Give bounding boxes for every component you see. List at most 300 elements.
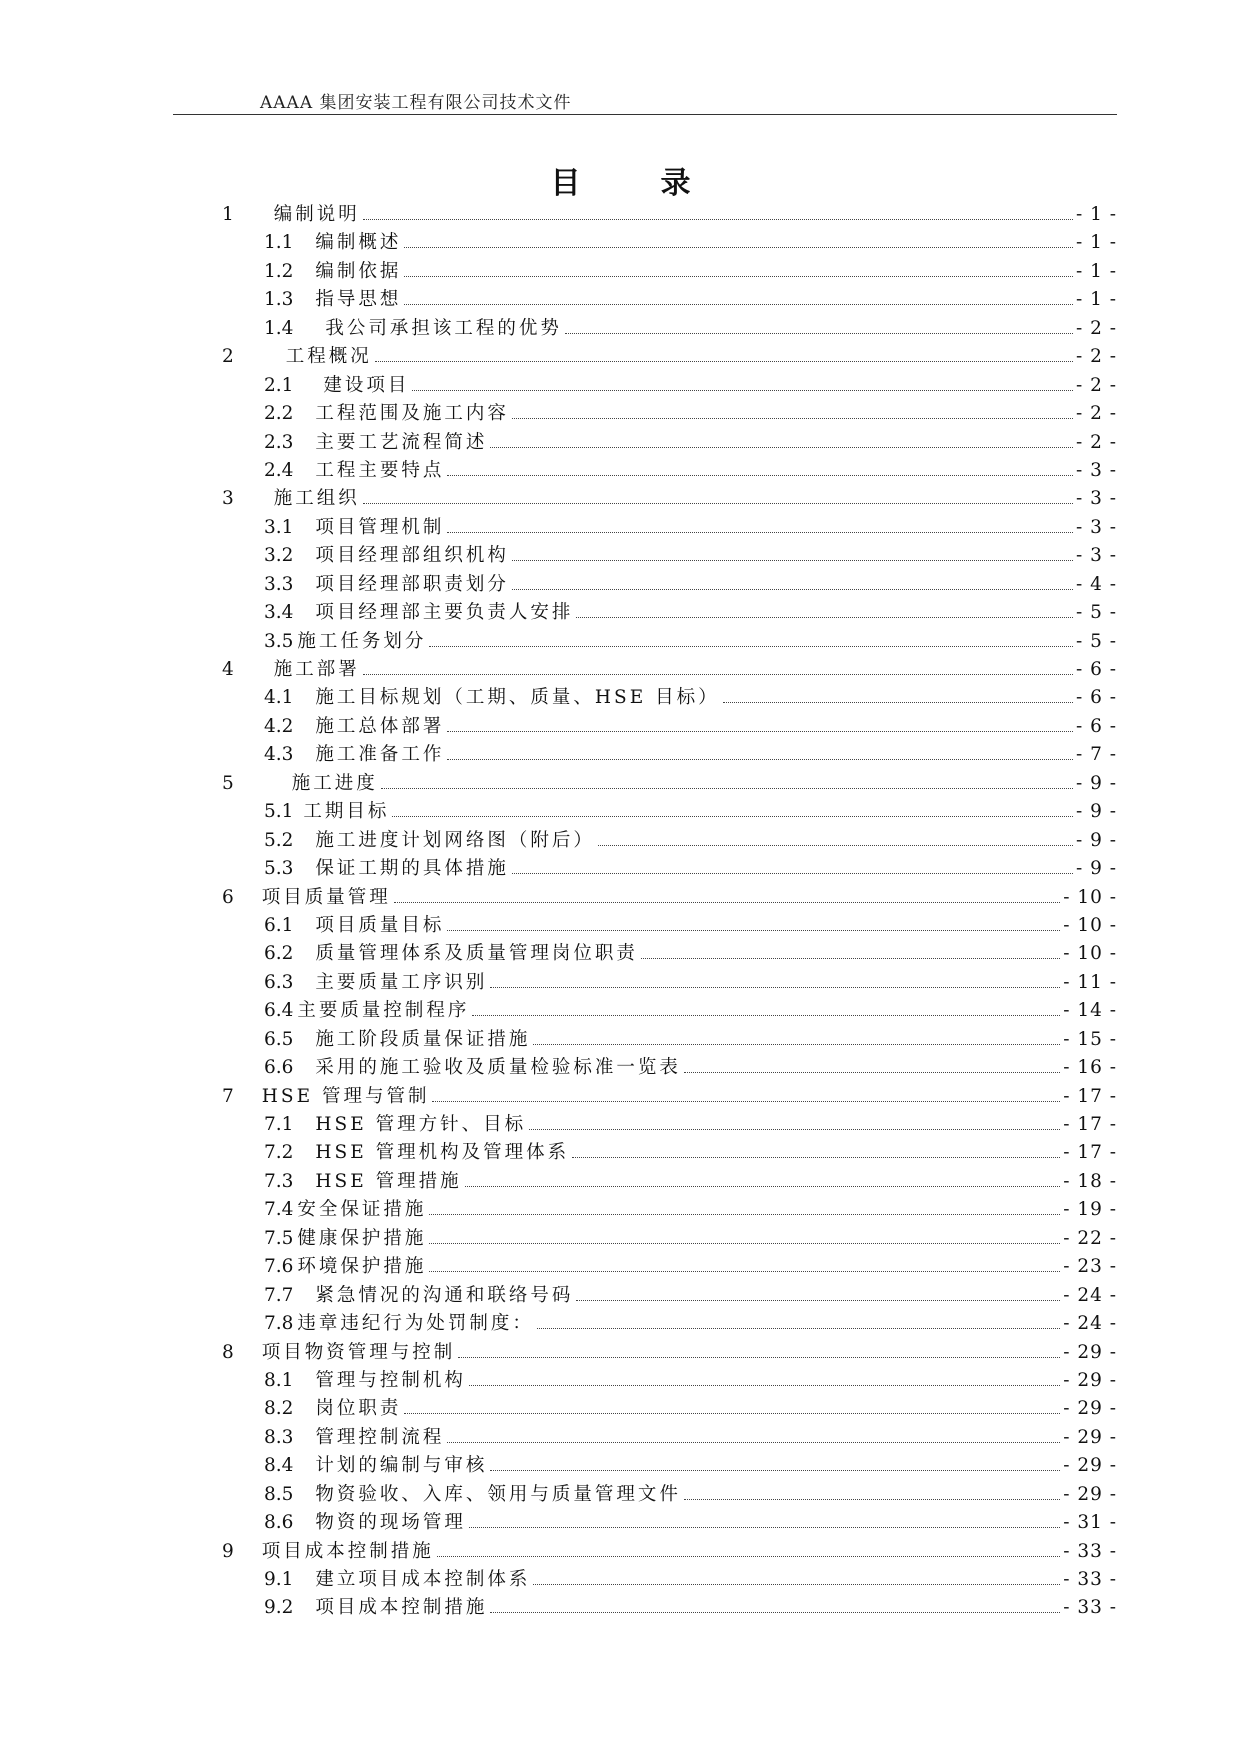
toc-entry[interactable]: [264, 1195, 1117, 1219]
toc-entry-page: - 1 -: [1075, 289, 1117, 311]
dot-leader: [465, 1186, 1061, 1187]
toc-entry[interactable]: [264, 740, 1117, 764]
dot-leader: [490, 987, 1060, 988]
toc-row: [0, 1191, 1241, 1219]
toc-entry[interactable]: [264, 1565, 1117, 1589]
toc-entry[interactable]: [264, 1224, 1117, 1248]
toc-entry-title: 安全保证措施: [297, 1199, 427, 1221]
toc-entry-title: 建设项目: [323, 374, 410, 396]
toc-entry-page: - 4 -: [1075, 573, 1117, 595]
toc-entry-number: 5.2: [264, 829, 294, 851]
toc-entry-title: 主要质量控制程序: [297, 1000, 470, 1022]
toc-entry-number: 8.3: [264, 1426, 294, 1448]
toc-entry-page: - 2 -: [1075, 431, 1117, 453]
toc-entry-page: - 2 -: [1075, 403, 1117, 425]
dot-leader: [429, 646, 1073, 647]
toc-entry-title: 建立项目成本控制体系: [315, 1569, 531, 1590]
toc-entry-title: 物资的现场管理: [315, 1512, 466, 1534]
toc-row: [0, 708, 1241, 736]
toc-row: [0, 253, 1241, 281]
toc-entry[interactable]: [264, 1366, 1117, 1390]
toc-entry-number: 5: [222, 772, 234, 794]
toc-row: [0, 623, 1241, 651]
toc-entry-number: 1.4: [264, 317, 294, 339]
dot-leader: [404, 247, 1073, 248]
toc-entry-page: - 23 -: [1063, 1256, 1117, 1278]
toc-row: [0, 935, 1241, 963]
toc-entry-title: 管理与控制机构: [315, 1369, 466, 1391]
toc-entry-title: 工程范围及施工内容: [315, 403, 509, 425]
toc-entry[interactable]: [222, 484, 1117, 508]
toc-heading-char-2: 录: [660, 166, 691, 201]
toc-entry-number: 1: [222, 204, 234, 225]
toc-entry-page: - 14 -: [1063, 1000, 1117, 1022]
toc-row: [0, 964, 1241, 992]
toc-entry-number: 6.2: [264, 943, 294, 965]
toc-row: [0, 1277, 1241, 1305]
toc-entry-title: 岗位职责: [315, 1398, 402, 1420]
toc-entry-number: 6.3: [264, 971, 294, 993]
toc-entry-title: 项目经理部主要负责人安排: [315, 602, 574, 624]
toc-entry-number: 7.3: [264, 1170, 294, 1192]
toc-entry-number: 1.2: [264, 260, 294, 282]
dot-leader: [641, 958, 1060, 959]
toc-entry-number: 6: [222, 886, 234, 908]
toc-row: [0, 822, 1241, 850]
toc-entry-page: - 10 -: [1063, 914, 1117, 936]
toc-row: [0, 1447, 1241, 1475]
dot-leader: [684, 1072, 1060, 1073]
toc-entry-page: - 1 -: [1075, 260, 1117, 282]
toc-entry[interactable]: [222, 200, 1117, 224]
dot-leader: [404, 1413, 1060, 1414]
toc-entry-number: 8.6: [264, 1512, 294, 1534]
toc-entry-number: 8: [222, 1341, 234, 1363]
toc-entry-title: 施工任务划分: [297, 630, 427, 652]
dot-leader: [533, 1584, 1060, 1585]
toc-row: [0, 907, 1241, 935]
toc-entry-page: - 2 -: [1075, 317, 1117, 339]
toc-entry-page: - 9 -: [1075, 772, 1117, 794]
toc-entry[interactable]: [264, 968, 1117, 992]
toc-entry-page: - 17 -: [1063, 1085, 1117, 1107]
toc-entry-number: 3.1: [264, 516, 294, 538]
toc-row: [0, 992, 1241, 1020]
toc-entry-number: 7.8: [264, 1313, 294, 1335]
toc-entry[interactable]: [264, 1394, 1117, 1418]
toc-entry-page: - 33 -: [1063, 1569, 1117, 1590]
toc-row: [0, 879, 1241, 907]
toc-entry-page: - 6 -: [1075, 687, 1117, 709]
toc-entry[interactable]: [264, 1281, 1117, 1305]
dot-leader: [381, 788, 1073, 789]
dot-leader: [472, 1015, 1060, 1016]
toc-entry-number: 3.5: [264, 630, 294, 652]
toc-entry-title: 项目成本控制措施: [315, 1597, 488, 1619]
document-header: AAAA 集团安装工程有限公司技术文件: [260, 93, 572, 113]
toc-entry-page: - 15 -: [1063, 1028, 1117, 1050]
toc-row: [0, 1533, 1241, 1561]
dot-leader: [565, 333, 1073, 334]
toc-entry-title: 施工进度计划网络图（附后）: [315, 829, 595, 851]
toc-entry-number: 9.2: [264, 1597, 294, 1619]
toc-entry-number: 4.2: [264, 715, 294, 737]
toc-entry-number: 2.3: [264, 431, 294, 453]
toc-entry-title: 主要质量工序识别: [315, 971, 488, 993]
toc-entry-page: - 18 -: [1063, 1170, 1117, 1192]
toc-row: [0, 1134, 1241, 1162]
toc-row: [0, 651, 1241, 679]
toc-entry-number: 2: [222, 346, 234, 368]
toc-entry-page: - 19 -: [1063, 1199, 1117, 1221]
toc-entry[interactable]: [264, 456, 1117, 480]
toc-row: [0, 480, 1241, 508]
toc-entry-number: 6.4: [264, 1000, 294, 1022]
toc-entry[interactable]: [264, 1053, 1117, 1077]
toc-entry-title: 保证工期的具体措施: [315, 858, 509, 880]
toc-entry-title: 编制说明: [273, 204, 360, 225]
toc-entry-number: 7: [222, 1085, 234, 1107]
toc-entry-title: HSE 管理机构及管理体系: [315, 1142, 570, 1164]
toc-entry-page: - 6 -: [1075, 659, 1117, 680]
toc-entry-number: 4.3: [264, 744, 294, 766]
toc-entry-number: 6.5: [264, 1028, 294, 1050]
toc-entry-number: 6.6: [264, 1057, 294, 1079]
toc-entry-page: - 1 -: [1075, 232, 1117, 254]
toc-entry-page: - 29 -: [1063, 1341, 1117, 1363]
toc-entry[interactable]: [264, 1451, 1117, 1475]
toc-entry[interactable]: [264, 1138, 1117, 1162]
toc-entry-page: - 29 -: [1063, 1398, 1117, 1420]
toc-row: [0, 1163, 1241, 1191]
dot-leader: [684, 1499, 1060, 1500]
toc-entry[interactable]: [264, 541, 1117, 565]
toc-entry-number: 8.2: [264, 1398, 294, 1420]
toc-entry-number: 8.1: [264, 1369, 294, 1391]
dot-leader: [404, 304, 1073, 305]
toc-entry-number: 1.1: [264, 232, 294, 254]
toc-entry-page: - 7 -: [1075, 744, 1117, 766]
toc-entry[interactable]: [264, 1167, 1117, 1191]
toc-entry-page: - 10 -: [1063, 886, 1117, 908]
dot-leader: [412, 390, 1073, 391]
toc-entry-number: 1.3: [264, 289, 294, 311]
toc-entry-title: 工程主要特点: [315, 459, 445, 481]
dot-leader: [490, 1470, 1060, 1471]
toc-row: [0, 850, 1241, 878]
dot-leader: [392, 816, 1073, 817]
toc-entry[interactable]: [222, 1537, 1117, 1561]
toc-row: [0, 509, 1241, 537]
toc-entry-page: - 17 -: [1063, 1114, 1117, 1135]
toc-entry-page: - 22 -: [1063, 1227, 1117, 1249]
toc-entry-title: 物资验收、入库、领用与质量管理文件: [315, 1483, 681, 1505]
toc-entry[interactable]: [264, 826, 1117, 850]
toc-entry[interactable]: [264, 627, 1117, 651]
toc-entry-title: 我公司承担该工程的优势: [325, 317, 562, 339]
dot-leader: [394, 902, 1060, 903]
toc-entry-title: 项目质量目标: [315, 914, 445, 936]
toc-row: [0, 1078, 1241, 1106]
toc-row: [0, 224, 1241, 252]
toc-row: [0, 765, 1241, 793]
dot-leader: [598, 845, 1073, 846]
toc-entry[interactable]: [222, 1082, 1117, 1106]
dot-leader: [363, 674, 1073, 675]
toc-entry-title: 施工进度: [291, 772, 378, 794]
header-divider: [173, 114, 1117, 115]
toc-entry-title: 项目经理部组织机构: [315, 545, 509, 567]
toc-entry-title: 施工目标规划（工期、质量、HSE 目标）: [315, 687, 720, 709]
dot-leader: [447, 475, 1073, 476]
toc-entry-number: 2.1: [264, 374, 294, 396]
toc-entry[interactable]: [264, 1309, 1117, 1333]
toc-entry-page: - 9 -: [1075, 858, 1117, 880]
toc-entry-page: - 24 -: [1063, 1313, 1117, 1335]
dot-leader: [529, 1129, 1060, 1130]
table-of-contents: [0, 196, 1241, 1618]
toc-entry-page: - 29 -: [1063, 1369, 1117, 1391]
toc-entry-title: 施工部署: [273, 659, 360, 680]
toc-entry[interactable]: [264, 314, 1117, 338]
toc-entry[interactable]: [264, 428, 1117, 452]
toc-entry-title: 工程概况: [285, 346, 372, 368]
toc-entry-title: HSE 管理方针、目标: [315, 1114, 527, 1135]
toc-entry-number: 3.2: [264, 545, 294, 567]
toc-row: [0, 395, 1241, 423]
toc-entry-page: - 29 -: [1063, 1455, 1117, 1477]
toc-entry-title: 工期目标: [303, 801, 390, 823]
toc-entry-number: 6.1: [264, 914, 294, 936]
dot-leader: [447, 532, 1073, 533]
toc-entry[interactable]: [222, 1338, 1117, 1362]
toc-row: [0, 793, 1241, 821]
toc-row: [0, 196, 1241, 224]
toc-row: [0, 1561, 1241, 1589]
toc-entry-page: - 33 -: [1063, 1540, 1117, 1562]
toc-entry-number: 9.1: [264, 1569, 294, 1590]
toc-entry-number: 7.2: [264, 1142, 294, 1164]
toc-entry-title: 编制依据: [315, 260, 402, 282]
dot-leader: [432, 1101, 1060, 1102]
toc-entry-title: 紧急情况的沟通和联络号码: [315, 1284, 574, 1306]
toc-entry-number: 3: [222, 488, 234, 510]
toc-row: [0, 736, 1241, 764]
toc-entry[interactable]: [264, 1110, 1117, 1134]
toc-row: [0, 1220, 1241, 1248]
toc-entry[interactable]: [264, 1423, 1117, 1447]
dot-leader: [512, 560, 1073, 561]
toc-entry-page: - 2 -: [1075, 374, 1117, 396]
dot-leader: [429, 1214, 1060, 1215]
toc-entry[interactable]: [264, 1480, 1117, 1504]
toc-entry[interactable]: [264, 1508, 1117, 1532]
toc-entry-page: - 3 -: [1075, 488, 1117, 510]
toc-entry-page: - 6 -: [1075, 715, 1117, 737]
toc-entry-number: 9: [222, 1540, 234, 1562]
toc-entry-title: 采用的施工验收及质量检验标准一览表: [315, 1057, 681, 1079]
dot-leader: [429, 1271, 1060, 1272]
dot-leader: [490, 1612, 1060, 1613]
toc-entry-number: 7.7: [264, 1284, 294, 1306]
toc-row: [0, 1419, 1241, 1447]
toc-entry-title: 管理控制流程: [315, 1426, 445, 1448]
dot-leader: [533, 1044, 1060, 1045]
toc-entry-page: - 9 -: [1075, 801, 1117, 823]
dot-leader: [404, 276, 1073, 277]
toc-entry-title: 健康保护措施: [297, 1227, 427, 1249]
dot-leader: [576, 1300, 1060, 1301]
toc-entry-page: - 17 -: [1063, 1142, 1117, 1164]
dot-leader: [576, 617, 1073, 618]
toc-entry-number: 8.5: [264, 1483, 294, 1505]
toc-entry-page: - 3 -: [1075, 545, 1117, 567]
toc-entry[interactable]: [264, 1252, 1117, 1276]
toc-entry-page: - 29 -: [1063, 1426, 1117, 1448]
toc-entry-number: 7.5: [264, 1227, 294, 1249]
toc-row: [0, 1334, 1241, 1362]
toc-entry-page: - 31 -: [1063, 1512, 1117, 1534]
toc-entry[interactable]: [264, 939, 1117, 963]
dot-leader: [458, 1357, 1060, 1358]
toc-entry-page: - 16 -: [1063, 1057, 1117, 1079]
dot-leader: [363, 503, 1073, 504]
toc-entry-number: 8.4: [264, 1455, 294, 1477]
toc-row: [0, 537, 1241, 565]
dot-leader: [447, 1442, 1060, 1443]
toc-row: [0, 367, 1241, 395]
toc-entry-title: 主要工艺流程简述: [315, 431, 488, 453]
toc-entry-number: 5.3: [264, 858, 294, 880]
toc-entry[interactable]: [264, 683, 1117, 707]
toc-entry-number: 3.3: [264, 573, 294, 595]
toc-entry-title: 计划的编制与审核: [315, 1455, 488, 1477]
toc-entry-title: 项目质量管理: [261, 886, 391, 908]
dot-leader: [469, 1527, 1060, 1528]
toc-entry-page: - 29 -: [1063, 1483, 1117, 1505]
toc-entry-page: - 3 -: [1075, 459, 1117, 481]
dot-leader: [363, 219, 1073, 220]
toc-entry-page: - 2 -: [1075, 346, 1117, 368]
dot-leader: [447, 759, 1073, 760]
toc-entry-page: - 10 -: [1063, 943, 1117, 965]
toc-row: [0, 566, 1241, 594]
toc-entry-number: 7.6: [264, 1256, 294, 1278]
toc-entry-title: 施工准备工作: [315, 744, 445, 766]
dot-leader: [437, 1556, 1060, 1557]
toc-entry[interactable]: [264, 285, 1117, 309]
toc-entry-title: 编制概述: [315, 232, 402, 254]
toc-row: [0, 1021, 1241, 1049]
toc-entry-page: - 24 -: [1063, 1284, 1117, 1306]
toc-row: [0, 338, 1241, 366]
toc-entry-title: 项目物资管理与控制: [261, 1341, 456, 1363]
toc-entry-number: 5.1: [264, 801, 294, 823]
toc-entry[interactable]: [264, 399, 1117, 423]
toc-entry-page: - 3 -: [1075, 516, 1117, 538]
toc-entry-page: - 33 -: [1063, 1597, 1117, 1619]
toc-entry[interactable]: [264, 854, 1117, 878]
toc-row: [0, 424, 1241, 452]
toc-entry[interactable]: [264, 911, 1117, 935]
toc-entry[interactable]: [264, 712, 1117, 736]
toc-entry-title: HSE 管理措施: [315, 1170, 462, 1192]
toc-entry[interactable]: [264, 257, 1117, 281]
dot-leader: [723, 702, 1073, 703]
toc-row: [0, 1305, 1241, 1333]
toc-entry[interactable]: [222, 342, 1117, 366]
toc-entry[interactable]: [264, 228, 1117, 252]
toc-row: [0, 281, 1241, 309]
toc-entry-number: 7.4: [264, 1199, 294, 1221]
toc-row: [0, 1589, 1241, 1617]
toc-row: [0, 1362, 1241, 1390]
dot-leader: [537, 1328, 1060, 1329]
toc-row: [0, 310, 1241, 338]
toc-entry[interactable]: [264, 598, 1117, 622]
toc-heading-char-1: 目: [550, 166, 581, 201]
toc-entry[interactable]: [264, 1025, 1117, 1049]
toc-entry-title: 项目成本控制措施: [261, 1540, 434, 1562]
toc-entry[interactable]: [222, 883, 1117, 907]
toc-row: [0, 1390, 1241, 1418]
toc-entry-page: - 5 -: [1075, 602, 1117, 624]
toc-entry-title: 项目经理部职责划分: [315, 573, 509, 595]
toc-entry-title: 质量管理体系及质量管理岗位职责: [315, 943, 638, 965]
toc-entry[interactable]: [264, 570, 1117, 594]
dot-leader: [375, 361, 1073, 362]
toc-entry-title: HSE 管理与管制: [261, 1085, 430, 1107]
toc-entry-page: - 1 -: [1075, 204, 1117, 225]
toc-row: [0, 1106, 1241, 1134]
toc-entry-number: 3.4: [264, 602, 294, 624]
toc-entry[interactable]: [264, 996, 1117, 1020]
toc-entry[interactable]: [264, 1593, 1117, 1617]
toc-entry[interactable]: [264, 371, 1117, 395]
dot-leader: [447, 930, 1060, 931]
dot-leader: [429, 1243, 1060, 1244]
toc-row: [0, 1504, 1241, 1532]
toc-row: [0, 1476, 1241, 1504]
toc-entry-number: 2.4: [264, 459, 294, 481]
dot-leader: [447, 731, 1073, 732]
toc-row: [0, 679, 1241, 707]
dot-leader: [490, 447, 1073, 448]
toc-entry[interactable]: [264, 513, 1117, 537]
toc-entry-number: 2.2: [264, 403, 294, 425]
toc-entry-page: - 9 -: [1075, 829, 1117, 851]
toc-entry-page: - 5 -: [1075, 630, 1117, 652]
toc-entry-number: 7.1: [264, 1114, 294, 1135]
toc-entry[interactable]: [222, 769, 1117, 793]
toc-entry-title: 施工阶段质量保证措施: [315, 1028, 531, 1050]
toc-entry-number: 4: [222, 659, 234, 680]
toc-entry-page: - 11 -: [1063, 971, 1117, 993]
dot-leader: [512, 873, 1073, 874]
toc-entry[interactable]: [222, 655, 1117, 679]
dot-leader: [512, 589, 1073, 590]
dot-leader: [512, 418, 1073, 419]
dot-leader: [572, 1157, 1060, 1158]
toc-entry-title: 环境保护措施: [297, 1256, 427, 1278]
toc-entry-title: 违章违纪行为处罚制度：: [297, 1313, 534, 1335]
toc-entry[interactable]: [264, 797, 1117, 821]
toc-row: [0, 1248, 1241, 1276]
toc-entry-title: 施工总体部署: [315, 715, 445, 737]
toc-entry-title: 指导思想: [315, 289, 402, 311]
toc-entry-title: 项目管理机制: [315, 516, 445, 538]
toc-entry-number: 4.1: [264, 687, 294, 709]
